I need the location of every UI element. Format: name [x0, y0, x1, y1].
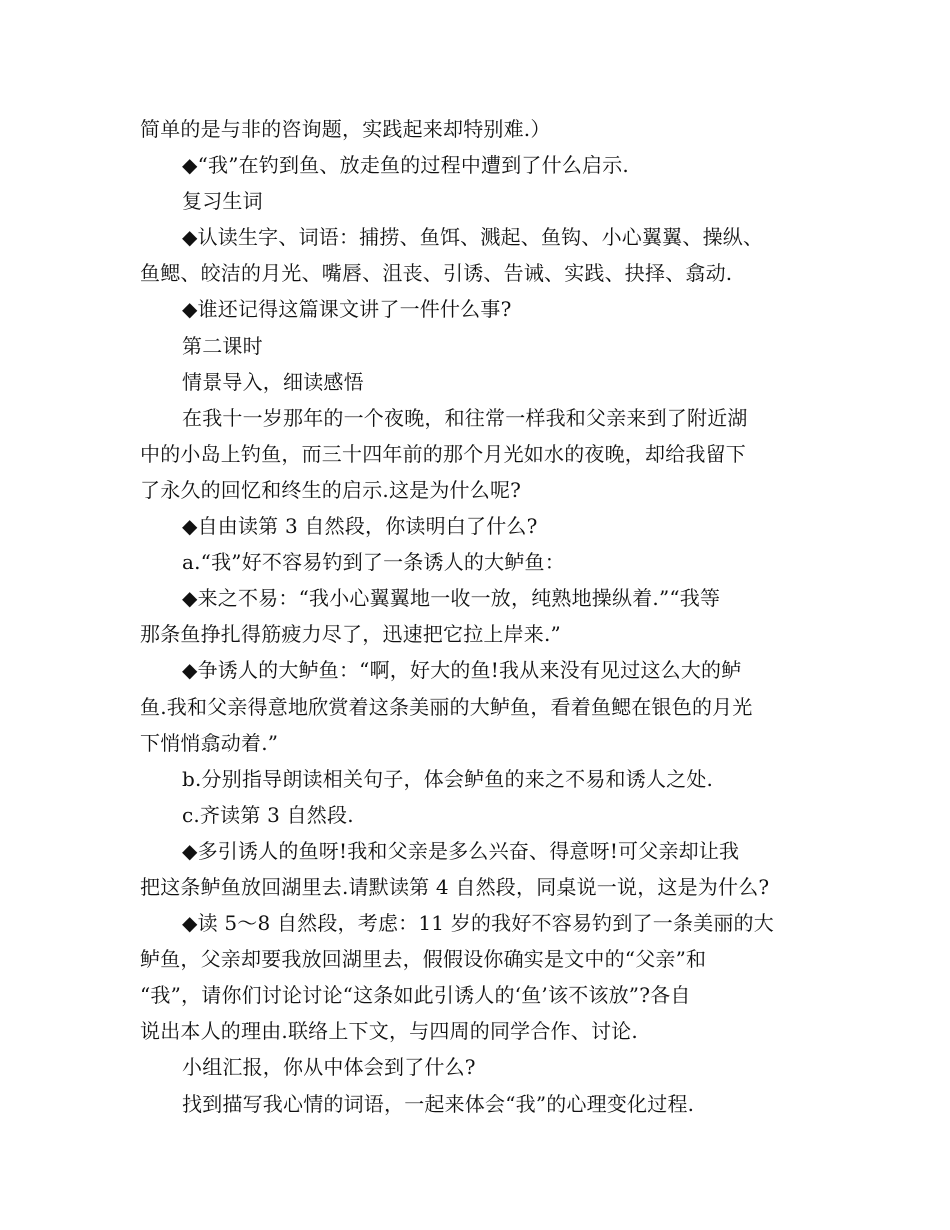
text-line: 中的小岛上钓鱼，而三十四年前的那个月光如水的夜晚，却给我留下 — [140, 441, 746, 466]
text-line: 鱼.我和父亲得意地欣赏着这条美丽的大鲈鱼，看着鱼鳃在银色的月光 — [140, 694, 753, 719]
text-line: ◆争诱人的大鲈鱼：“啊，好大的鱼!我从来没有见过这么大的鲈 — [182, 658, 742, 683]
text-line: 那条鱼挣扎得筋疲力尽了，迅速把它拉上岸来.” — [140, 622, 561, 647]
text-line: 把这条鲈鱼放回湖里去.请默读第 4 自然段，同桌说一说，这是为什么? — [140, 874, 770, 899]
text-line: a.“我”好不容易钓到了一条诱人的大鲈鱼： — [182, 550, 565, 575]
text-line: 下悄悄翕动着.” — [140, 730, 279, 755]
text-line: ◆谁还记得这篇课文讲了一件什么事? — [182, 297, 512, 322]
text-line: ◆认读生字、词语：捕捞、鱼饵、溅起、鱼钩、小心翼翼、操纵、 — [182, 225, 764, 250]
text-line: 鱼鳃、皎洁的月光、嘴唇、沮丧、引诱、告诫、实践、抉择、翕动. — [140, 261, 733, 286]
text-line: ◆读 5～8 自然段，考虑：11 岁的我好不容易钓到了一条美丽的大 — [182, 911, 774, 936]
text-line: ◆自由读第 3 自然段，你读明白了什么? — [182, 514, 538, 539]
text-line: 说出本人的理由.联络上下文，与四周的同学合作、讨论. — [140, 1019, 638, 1044]
text-line: 第二课时 — [182, 333, 263, 358]
text-line: b.分别指导朗读相关句子，体会鲈鱼的来之不易和诱人之处. — [182, 766, 714, 791]
text-line: “我”，请你们讨论讨论“这条如此引诱人的‘鱼’该不该放”?各自 — [140, 983, 691, 1008]
text-line: 在我十一岁那年的一个夜晚，和往常一样我和父亲来到了附近湖 — [182, 405, 748, 430]
text-line: 复习生词 — [182, 189, 263, 214]
text-line: 情景导入，细读感悟 — [182, 369, 364, 394]
text-line: ◆来之不易：“我小心翼翼地一收一放，纯熟地操纵着.”“我等 — [182, 586, 721, 611]
text-line: ◆“我”在钓到鱼、放走鱼的过程中遭到了什么启示. — [182, 153, 629, 178]
text-line: 小组汇报，你从中体会到了什么? — [182, 1055, 476, 1080]
text-line: ◆多引诱人的鱼呀!我和父亲是多么兴奋、得意呀!可父亲却让我 — [182, 838, 740, 863]
text-line: 了永久的回忆和终生的启示.这是为什么呢? — [140, 477, 522, 502]
text-line: 鲈鱼，父亲却要我放回湖里去，假假设你确实是文中的“父亲”和 — [140, 947, 707, 972]
text-line: 找到描写我心情的词语，一起来体会“我”的心理变化过程. — [182, 1091, 695, 1116]
document-body — [140, 111, 812, 1122]
text-line: c.齐读第 3 自然段. — [182, 802, 354, 827]
text-line: 简单的是与非的咨询题，实践起来却特别难.） — [140, 117, 551, 141]
